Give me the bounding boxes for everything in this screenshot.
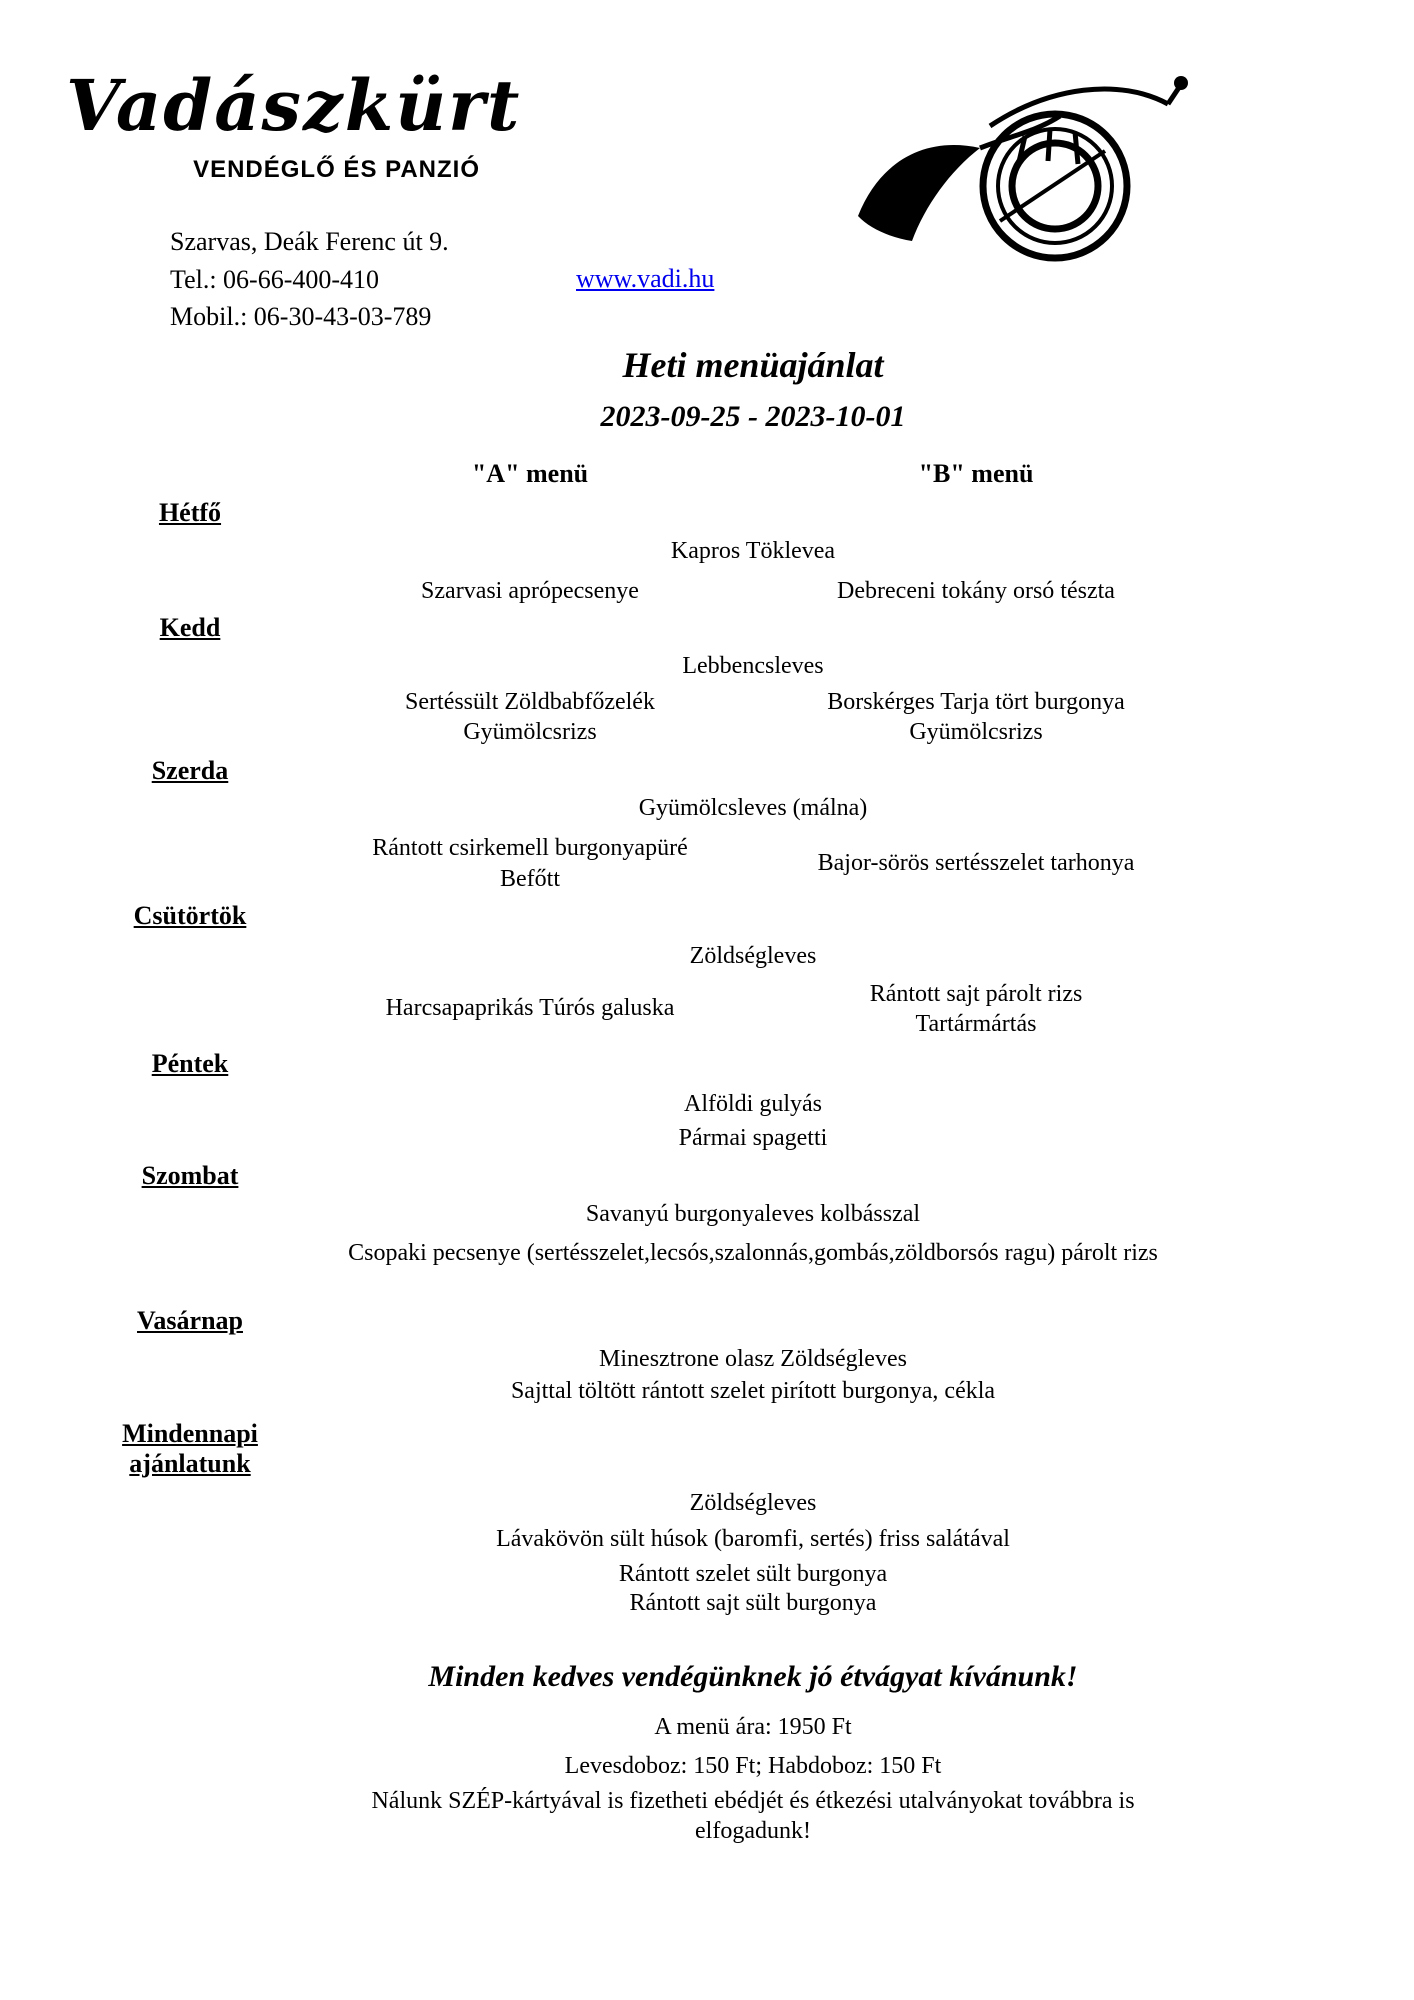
friday-soup: Alföldi gulyás bbox=[684, 1091, 822, 1117]
day-label-thursday: Csütörtök bbox=[133, 901, 247, 930]
tuesday-menu-b-line1: Borskérges Tarja tört burgonya bbox=[827, 689, 1125, 715]
tuesday-menu-a-line2: Gyümölcsrizs bbox=[463, 719, 597, 745]
day-label-everyday-line2: ajánlatunk bbox=[129, 1449, 251, 1478]
day-label-sunday: Vasárnap bbox=[137, 1306, 243, 1335]
monday-soup: Kapros Töklevea bbox=[670, 538, 836, 564]
day-label-tuesday: Kedd bbox=[159, 613, 221, 642]
mobile-line: Mobil.: 06-30-43-03-789 bbox=[170, 302, 432, 331]
saturday-main: Csopaki pecsenye (sertésszelet,lecsós,szalonnás,gombás,zöldborsós ragu) párolt rizs bbox=[348, 1240, 1158, 1266]
friday-main: Pármai spagetti bbox=[678, 1125, 828, 1151]
wednesday-menu-b: Bajor-sörös sertésszelet tarhonya bbox=[817, 850, 1135, 876]
day-label-wednesday: Szerda bbox=[151, 756, 229, 785]
date-range: 2023-09-25 - 2023-10-01 bbox=[600, 400, 906, 433]
page-title: Heti menüajánlat bbox=[622, 345, 884, 385]
thursday-menu-a: Harcsapaprikás Túrós galuska bbox=[385, 995, 675, 1021]
day-label-monday: Hétfő bbox=[158, 498, 222, 527]
restaurant-logo-wordmark: Vadászkürt bbox=[66, 64, 522, 147]
restaurant-logo-subtitle: VENDÉGLŐ ÉS PANZIÓ bbox=[193, 156, 480, 183]
payment-note: Nálunk SZÉP-kártyával is fizetheti ebédjét és étkezési utalványokat továbbra is elfogadunk! bbox=[371, 1788, 1135, 1844]
column-header-menu-a: "A" menü bbox=[471, 459, 589, 488]
everyday-main-line3: Rántott sajt sült burgonya bbox=[629, 1590, 877, 1616]
column-header-menu-b: "B" menü bbox=[918, 459, 1034, 488]
menu-price: A menü ára: 1950 Ft bbox=[654, 1714, 852, 1740]
address-line: Szarvas, Deák Ferenc út 9. bbox=[170, 227, 449, 256]
wednesday-menu-a-line2: Befőtt bbox=[500, 866, 560, 892]
wednesday-soup: Gyümölcsleves (málna) bbox=[638, 795, 868, 821]
monday-menu-b: Debreceni tokány orsó tészta bbox=[837, 578, 1115, 604]
french-horn-icon bbox=[850, 66, 1190, 281]
sunday-main: Sajttal töltött rántott szelet pirított burgonya, cékla bbox=[510, 1378, 996, 1404]
saturday-soup: Savanyú burgonyaleves kolbásszal bbox=[585, 1201, 921, 1227]
everyday-main-line1: Lávakövön sült húsok (baromfi, sertés) friss salátával bbox=[496, 1526, 1010, 1552]
monday-menu-a: Szarvasi aprópecsenye bbox=[421, 578, 639, 604]
phone-line: Tel.: 06-66-400-410 bbox=[170, 265, 380, 294]
tuesday-soup: Lebbencsleves bbox=[682, 653, 824, 679]
wednesday-menu-a-line1: Rántott csirkemell burgonyapüré bbox=[372, 835, 688, 861]
box-prices: Levesdoboz: 150 Ft; Habdoboz: 150 Ft bbox=[564, 1753, 942, 1779]
day-label-everyday-line1: Mindennapi bbox=[122, 1419, 258, 1448]
tuesday-menu-a-line1: Sertéssült Zöldbabfőzelék bbox=[405, 689, 655, 715]
website-link[interactable]: www.vadi.hu bbox=[576, 264, 715, 293]
thursday-menu-b-line1: Rántott sajt párolt rizs bbox=[869, 981, 1083, 1007]
thursday-soup: Zöldségleves bbox=[689, 943, 817, 969]
everyday-soup: Zöldségleves bbox=[689, 1490, 817, 1516]
sunday-soup: Minesztrone olasz Zöldségleves bbox=[599, 1346, 907, 1372]
tuesday-menu-b-line2: Gyümölcsrizs bbox=[909, 719, 1043, 745]
thursday-menu-b-line2: Tartármártás bbox=[915, 1011, 1037, 1037]
footer-greeting: Minden kedves vendégünknek jó étvágyat kívánunk! bbox=[428, 1660, 1078, 1693]
day-label-friday: Péntek bbox=[151, 1049, 229, 1078]
day-label-saturday: Szombat bbox=[141, 1161, 239, 1190]
everyday-main-line2: Rántott szelet sült burgonya bbox=[618, 1561, 888, 1587]
